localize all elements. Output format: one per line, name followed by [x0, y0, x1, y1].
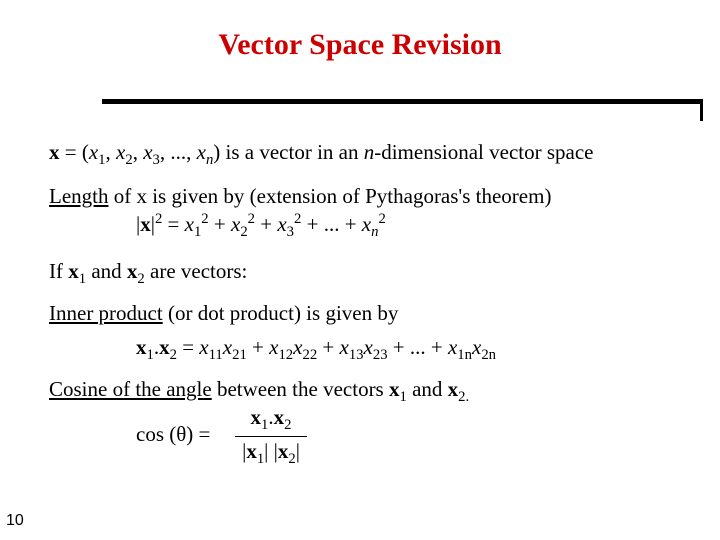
cosine-lhs: cos (θ) = — [136, 422, 211, 446]
cosine-line: Cosine of the angle between the vectors $x_1$ and $x_{2.}$ — [49, 377, 470, 406]
length-formula: $|x|^2 = x_1^2 + x_2^2 + x_3^2$ + ... + $x_n^2$ — [136, 211, 386, 241]
cosine-fraction — [235, 405, 307, 468]
length-line: Length of x is given by (extension of Pythagoras's theorem) — [49, 184, 552, 208]
inner-product-heading: Inner product — [49, 301, 163, 325]
slide-title: Vector Space Revision — [218, 28, 502, 61]
title-underline-rule — [102, 99, 702, 104]
cosine-numerator: $x_1.x_2$ — [250, 405, 292, 434]
inner-product-formula: $x_1.x_2 = x_{11}x_{21} + x_{12}x_{22} + x_{13}x_{23}$ + ... + $x_{1n}x_{2n}$ — [136, 335, 496, 364]
cosine-heading: Cosine of the angle — [49, 377, 212, 401]
title-rule-end — [700, 99, 703, 121]
cosine-denominator: $|x_1|$ $|x_2|$ — [242, 439, 300, 468]
length-heading: Length — [49, 184, 109, 208]
vectors-line: If $x_1$ and $x_2$ are vectors: — [49, 259, 248, 288]
inner-product-line: Inner product (or dot product) is given by — [49, 301, 399, 325]
fraction-bar — [235, 436, 307, 437]
page-number: 10 — [6, 512, 24, 529]
vector-definition-line: $x = (x_1$, $x_2$, $x_3$, ..., $x_n$) is a vector in an n-dimensional vector space — [49, 140, 594, 169]
